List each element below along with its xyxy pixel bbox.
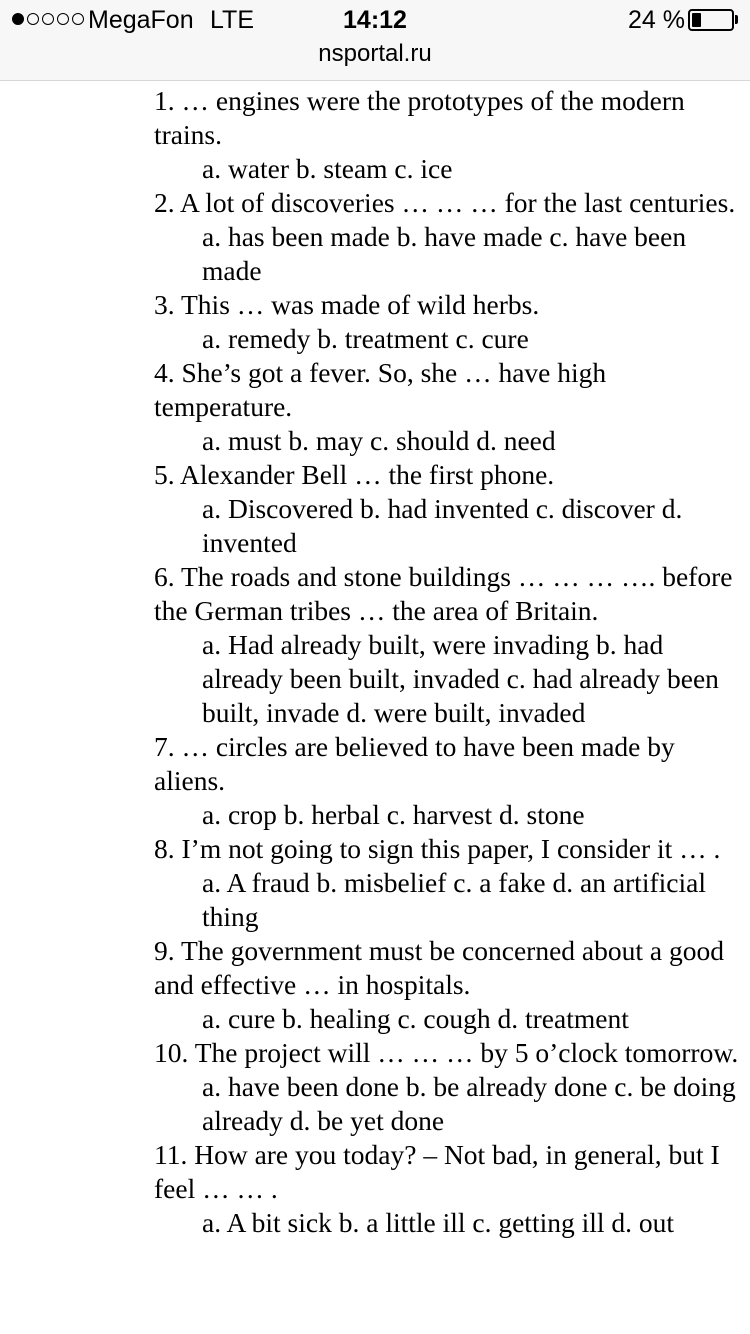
answer-options: a. have been done b. be already done c. be doing already d. be yet done [202, 1071, 736, 1136]
status-time: 14:12 [343, 6, 407, 34]
answer-options: a. A bit sick b. a little ill c. getting ill d. out [202, 1207, 675, 1238]
question-text: 5. Alexander Bell … the first phone. [154, 459, 555, 490]
answer-options: a. crop b. herbal c. harvest d. stone [202, 799, 585, 830]
question-text: 1. … engines were the prototypes of the modern trains. [154, 85, 685, 150]
address-bar-url[interactable]: nsportal.ru [318, 40, 432, 67]
answer-options: a. Discovered b. had invented c. discover d. invented [202, 493, 683, 558]
question-text: 3. This … was made of wild herbs. [154, 289, 540, 320]
question-text: 8. I’m not going to sign this paper, I consider it … . [154, 833, 721, 864]
question-text: 2. A lot of discoveries … … … for the last centuries. [154, 187, 736, 218]
battery-percentage: 24 % [628, 6, 685, 34]
question-text: 11. How are you today? – Not bad, in general, but I feel … … . [154, 1139, 720, 1204]
battery-icon [688, 9, 734, 31]
carrier-name: MegaFon [88, 6, 194, 34]
answer-options: a. cure b. healing c. cough d. treatment [202, 1003, 629, 1034]
status-bar [0, 0, 750, 81]
question-text: 6. The roads and stone buildings … … … …. before the German tribes … the area of Britain. [154, 561, 733, 626]
answer-options: a. has been made b. have made c. have been made [202, 221, 687, 286]
quiz-content [154, 84, 740, 1240]
answer-options: a. Had already built, were invading b. had already been built, invaded c. had already been built, invade d. were built, invaded [202, 629, 719, 728]
answer-options: a. A fraud b. misbelief c. a fake d. an artificial thing [202, 867, 706, 932]
answer-options: a. must b. may c. should d. need [202, 425, 556, 456]
answer-options: a. remedy b. treatment c. cure [202, 323, 529, 354]
question-text: 4. She’s got a fever. So, she … have high temperature. [154, 357, 607, 422]
battery-cap [735, 15, 738, 24]
question-text: 10. The project will … … … by 5 o’clock tomorrow. [154, 1037, 739, 1068]
question-text: 9. The government must be concerned about a good and effective … in hospitals. [154, 935, 724, 1000]
network-type: LTE [210, 6, 254, 34]
question-text: 7. … circles are believed to have been made by aliens. [154, 731, 675, 796]
answer-options: a. water b. steam c. ice [202, 153, 453, 184]
battery-level-fill [692, 13, 701, 27]
